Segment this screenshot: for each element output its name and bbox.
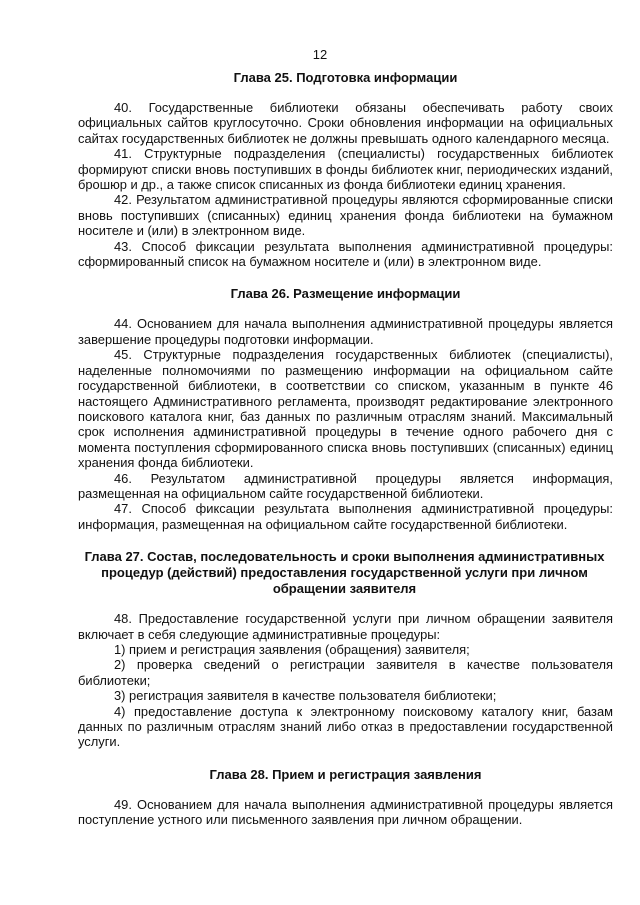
chapter-28-title: Глава 28. Прием и регистрация заявления	[209, 766, 482, 782]
list-item-3: 3) регистрация заявителя в качестве пользователя библиотеки;	[114, 688, 497, 704]
document-body	[78, 70, 613, 828]
paragraph-44: 44. Основанием для начала выполнения административной процедуры является завершение процедуры подготовки информации.	[78, 316, 613, 347]
list-item-4: 4) предоставление доступа к электронному поисковому каталогу книг, базам данных по различным отраслям знаний либо отказ в предоставлении государственной услуги.	[78, 703, 613, 750]
paragraph-46: 46. Результатом административной процедуры является информация, размещенная на официальном сайте государственной библиотеки.	[78, 470, 613, 501]
paragraph-48: 48. Предоставление государственной услуги при личном обращении заявителя включает в себя следующие административные процедуры:	[78, 611, 613, 642]
paragraph-49: 49. Основанием для начала выполнения административной процедуры является поступление устного или письменного заявления при личном обращении.	[78, 796, 613, 828]
list-item-1: 1) прием и регистрация заявления (обращения) заявителя;	[114, 641, 470, 657]
page-number: 12	[312, 47, 328, 62]
list-item-2: 2) проверка сведений о регистрации заявителя в качестве пользователя библиотеки;	[78, 657, 613, 688]
paragraph-47: 47. Способ фиксации результата выполнения административной процедуры: информация, размещенная на официальном сайте государственной библиотеки.	[78, 501, 613, 532]
chapter-25-title: Глава 25. Подготовка информации	[233, 70, 458, 85]
paragraph-41: 41. Структурные подразделения (специалисты) государственных библиотек формируют списки вновь поступивших в фонды библиотек книг, периодических изданий, брошюр и др., а также список списанных из фонда библиотеки единиц хранения.	[78, 146, 613, 193]
chapter-26-title: Глава 26. Размещение информации	[230, 286, 461, 302]
paragraph-42: 42. Результатом административной процедуры являются сформированные списки вновь поступивших (списанных) единиц хранения фонда библиотеки на бумажном носителе и (или) в электронном виде.	[78, 192, 613, 239]
paragraph-43: 43. Способ фиксации результата выполнения административной процедуры: сформированный список на бумажном носителе и (или) в электронном виде.	[78, 238, 613, 270]
paragraph-40: 40. Государственные библиотеки обязаны обеспечивать работу своих официальных сайтов круглосуточно. Сроки обновления информации на официальных сайтах государственных библиотек не должны превышать одного календарного месяца.	[78, 100, 613, 146]
chapter-27-title: Глава 27. Состав, последовательность и сроки выполнения административных процедур (действий) предоставления государственной услуги при личном обращении заявителя	[84, 549, 605, 597]
paragraph-45: 45. Структурные подразделения государственных библиотек (специалисты), наделенные полномочиями по размещению информации на официальном сайте государственной библиотеки, в соответствии со списком, указанным в пункте 46 настоящего Административного регламента, производят редактирование электронного поискового каталога книг, баз данных по различным отраслям знаний. Максимальный срок исполнения административной процедуры в течение одного рабочего дня с момента поступления сформированного списка вновь поступивших (списанных) единиц хранения фонда библиотеки.	[78, 347, 613, 471]
